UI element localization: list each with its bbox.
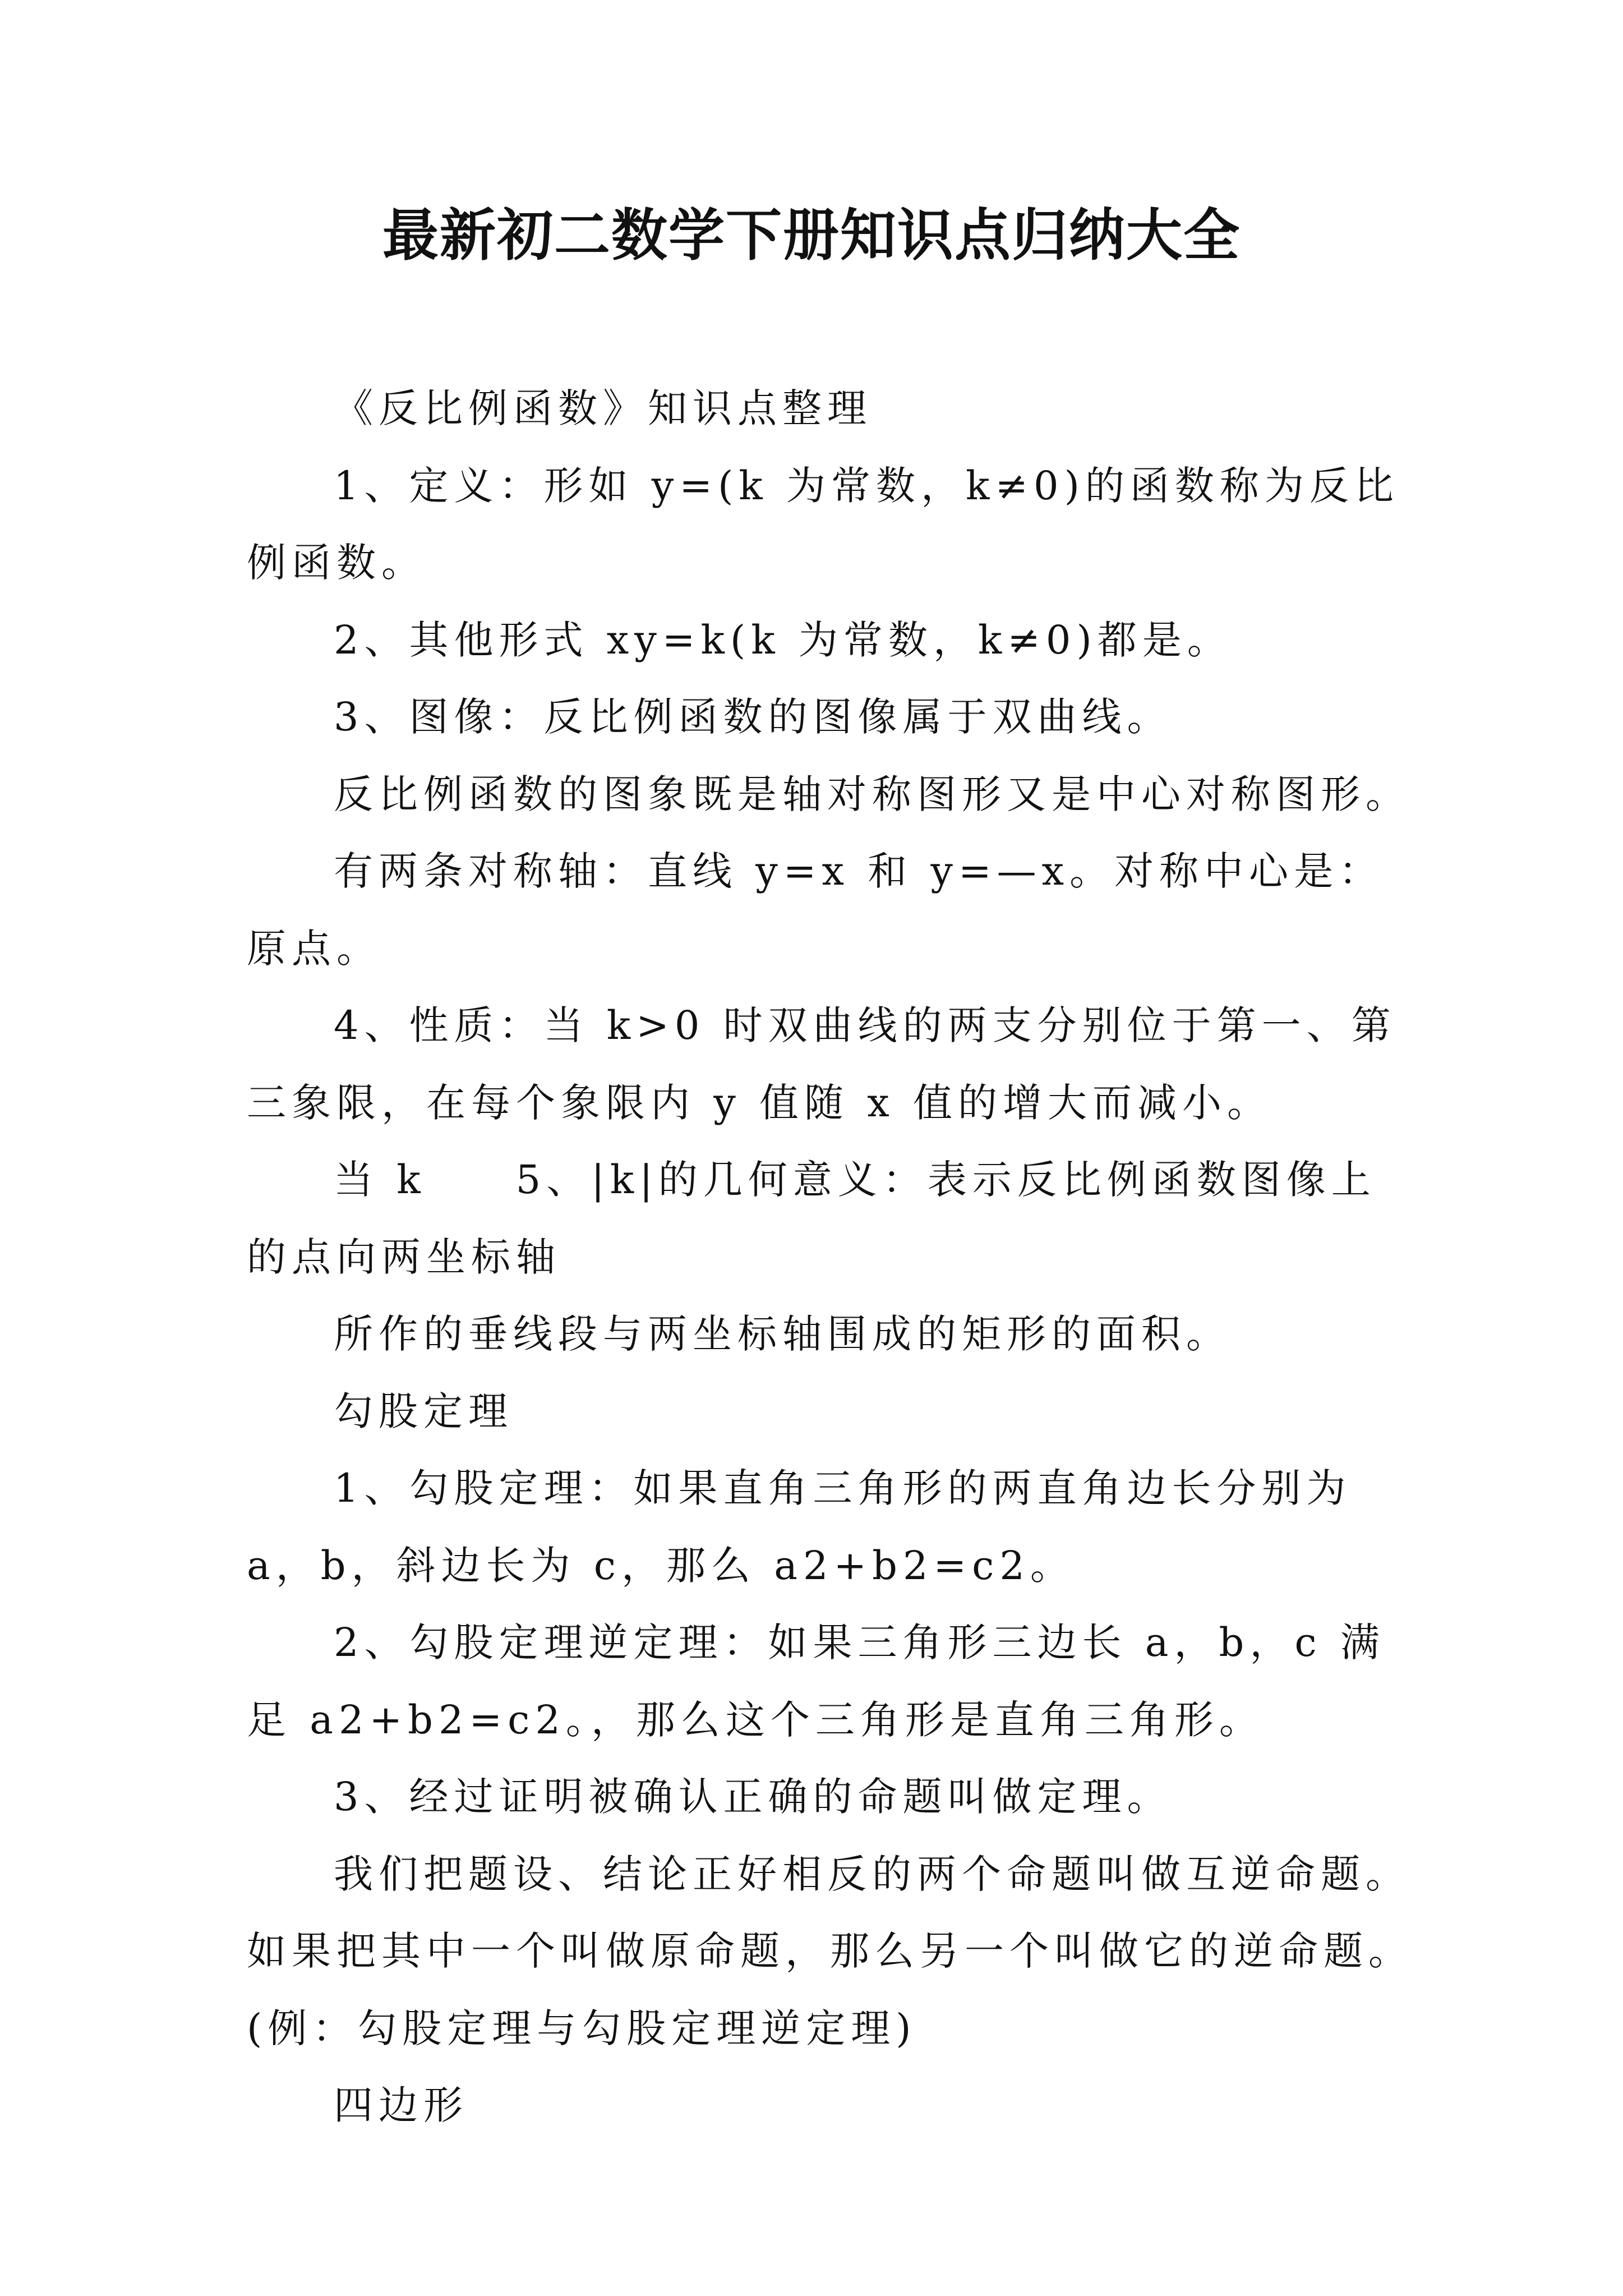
section-heading-inverse-proportion: 《反比例函数》知识点整理: [334, 385, 872, 431]
paragraph-definition: 1、定义：形如 y=(k 为常数，k≠0)的函数称为反比例函数。: [247, 462, 1399, 586]
paragraph-inverse-propositions: 我们把题设、结论正好相反的两个命题叫做互逆命题。如果把其中一个叫做原命题，那么另一个叫做它的逆命题。(例：勾股定理与勾股定理逆定理): [247, 1851, 1413, 2051]
paragraph-properties: 4、性质：当 k>0 时双曲线的两支分别位于第一、第三象限，在每个象限内 y 值随 x 值的增大而减小。: [247, 1002, 1396, 1126]
section-heading-quadrilateral: 四边形: [334, 2082, 468, 2128]
paragraph-symmetry: 反比例函数的图象既是轴对称图形又是中心对称图形。: [334, 771, 1410, 817]
paragraph-other-forms: 2、其他形式 xy=k(k 为常数，k≠0)都是。: [334, 616, 1232, 663]
paragraph-pythagorean-converse: 2、勾股定理逆定理：如果三角形三边长 a，b，c 满足 a2+b2=c2。，那么这个三角形是直角三角形。: [247, 1619, 1385, 1743]
paragraph-geometric-meaning: 当 k 5、|k|的几何意义：表示反比例函数图像上的点向两坐标轴: [247, 1157, 1376, 1280]
paragraph-graph: 3、图像：反比例函数的图像属于双曲线。: [334, 694, 1172, 740]
section-heading-pythagorean: 勾股定理: [334, 1388, 513, 1434]
paragraph-pythagorean-theorem: 1、勾股定理：如果直角三角形的两直角边长分别为 a，b，斜边长为 c，那么 a2+b2=c2。: [247, 1465, 1352, 1589]
paragraph-theorem-definition: 3、经过证明被确认正确的命题叫做定理。: [334, 1774, 1172, 1820]
document-body: [247, 370, 1413, 2145]
document-title: 最新初二数学下册知识点归纳大全: [382, 203, 1241, 268]
paragraph-rectangle-area: 所作的垂线段与两坐标轴围成的矩形的面积。: [334, 1311, 1231, 1357]
paragraph-symmetry-axes: 有两条对称轴：直线 y=x 和 y=—x。对称中心是：原点。: [247, 848, 1384, 972]
